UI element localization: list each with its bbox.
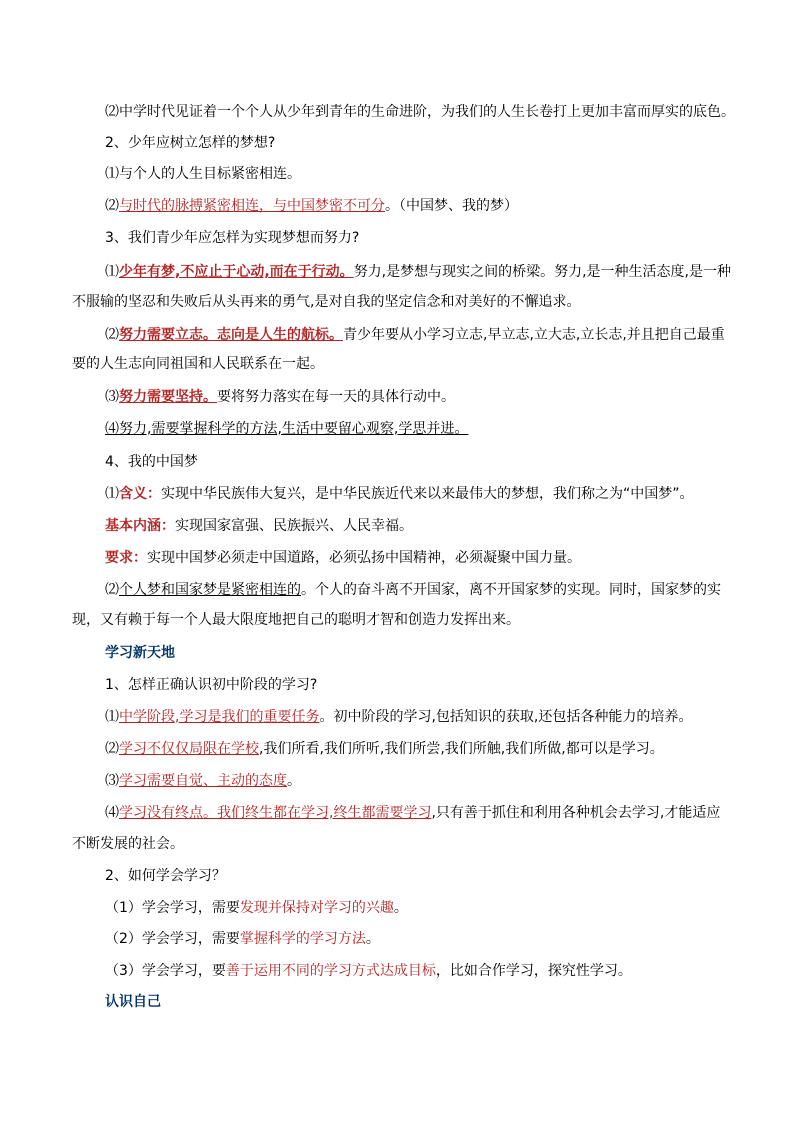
text-span: 。初中阶段的学习,包括知识的获取,还包括各种能力的培养。 xyxy=(319,709,693,725)
text-span: ,我们所看,我们所听,我们所尝,我们所触,我们所做,都可以是学习。 xyxy=(259,741,664,757)
item-number: ⑵ xyxy=(105,741,119,757)
text-span: （1）学会学习，需要 xyxy=(105,900,240,916)
text-span: 。 xyxy=(365,931,380,947)
text-span: 。（中国梦、我的梦） xyxy=(385,198,518,214)
key-point: 努力需要坚持。 xyxy=(119,389,217,405)
paragraph-line xyxy=(105,707,745,727)
key-point: 学习不仅仅局限在学校 xyxy=(119,741,259,757)
text-span: （3）学会学习，要 xyxy=(105,963,226,979)
paragraph-line xyxy=(105,325,745,345)
paragraph-line: ⑵中学时代见证着一个个人从少年到青年的生命进阶，为我们的人生长卷打上更加丰富而厚实的底色。 xyxy=(105,104,735,120)
text-span: 努力,是梦想与现实之间的桥梁。努力,是一种生活态度,是一种 xyxy=(353,264,731,280)
paragraph-line xyxy=(105,196,745,216)
label: 含义： xyxy=(119,486,161,502)
paragraph-line xyxy=(105,929,745,949)
paragraph-line xyxy=(105,484,745,504)
label: 基本内涵： xyxy=(105,518,175,534)
key-point: 善于运用不同的学习方式达成目标 xyxy=(225,963,436,979)
paragraph-line xyxy=(105,803,745,823)
item-number: ⑵ xyxy=(105,327,119,343)
text-span: 实现中国梦必须走中国道路，必须弘扬中国精神，必须凝聚中国力量。 xyxy=(147,550,581,566)
paragraph-line xyxy=(105,548,745,568)
paragraph-line xyxy=(105,961,745,981)
section-heading: 学习新天地 xyxy=(105,645,175,661)
text-span: 实现国家富强、民族振兴、人民幸福。 xyxy=(175,518,413,534)
question-heading: 2、如何学会学习？ xyxy=(105,868,226,884)
text-span: （2）学会学习，需要 xyxy=(105,931,240,947)
item-number: ⑴ xyxy=(105,264,119,280)
key-point: 掌握科学的学习方法 xyxy=(239,931,366,947)
paragraph-line xyxy=(105,580,745,600)
key-point: 中学阶段,学习是我们的重要任务 xyxy=(119,709,320,725)
text-span: 青少年要从小学习立志,早立志,立大志,立长志,并且把自己最重 xyxy=(343,327,725,343)
key-point: 发现并保持对学习的兴趣 xyxy=(239,900,394,916)
item-number: ⑴ xyxy=(105,709,119,725)
text-span: ，比如合作学习，探究性学习。 xyxy=(435,963,632,979)
key-point: 个人梦和国家梦是紧密相连的 xyxy=(119,582,301,598)
item-number: ⑶ xyxy=(105,389,119,405)
key-point: 努力需要立志。志向是人生的航标。 xyxy=(119,327,343,343)
key-point: 与时代的脉搏紧密相连，与中国梦密不可分 xyxy=(119,198,385,214)
question-heading: 3、我们青少年应怎样为实现梦想而努力? xyxy=(105,230,360,246)
item-number: ⑵ xyxy=(105,198,119,214)
paragraph-line: ⑴与个人的人生目标紧密相连。 xyxy=(105,166,301,182)
question-heading: 2、少年应树立怎样的梦想? xyxy=(105,135,276,151)
paragraph-line xyxy=(105,262,745,282)
section-heading: 认识自己 xyxy=(105,994,161,1010)
key-point: 学习需要自觉、主动的态度 xyxy=(119,773,287,789)
text-span: 实现中华民族伟大复兴，是中华民族近代来以来最伟大的梦想，我们称之为“中国梦”。 xyxy=(161,486,694,502)
paragraph-line: 不服输的坚忍和失败后从头再来的勇气,是对自我的坚定信念和对美好的不懈追求。 xyxy=(72,294,581,310)
text-span: 要将努力落实在每一天的具体行动中。 xyxy=(217,389,455,405)
paragraph-line: 不断发展的社会。 xyxy=(72,836,184,852)
paragraph-line: 现，又有赖于每一个人最大限度地把自己的聪明才智和创造力发挥出来。 xyxy=(72,612,520,628)
text-span: 。个人的奋斗离不开国家，离不开国家梦的实现。同时，国家梦的实 xyxy=(301,582,721,598)
paragraph-line xyxy=(105,898,745,918)
item-number: ⑵ xyxy=(105,582,119,598)
paragraph-line: 要的人生志向同祖国和人民联系在一起。 xyxy=(72,356,324,372)
paragraph-line xyxy=(105,771,745,791)
paragraph-line xyxy=(105,516,745,536)
text-span: 。 xyxy=(287,773,301,789)
text-span: 。 xyxy=(393,900,408,916)
text-span: ,只有善于抓住和利用各种机会去学习,才能适应 xyxy=(431,805,721,821)
question-heading: 1、怎样正确认识初中阶段的学习? xyxy=(105,677,318,693)
paragraph-line xyxy=(105,387,745,407)
paragraph-line: ⑷努力,需要掌握科学的方法,生活中要留心观察,学思并进。 xyxy=(105,421,469,437)
key-point: 少年有梦,不应止于心动,而在于行动。 xyxy=(119,264,354,280)
item-number: ⑶ xyxy=(105,773,119,789)
item-number: ⑴ xyxy=(105,486,119,502)
paragraph-line xyxy=(105,739,745,759)
item-number: ⑷ xyxy=(105,805,119,821)
key-point: 学习没有终点。我们终生都在学习,终生都需要学习 xyxy=(119,805,432,821)
label: 要求： xyxy=(105,550,147,566)
question-heading: 4、我的中国梦 xyxy=(105,454,198,470)
